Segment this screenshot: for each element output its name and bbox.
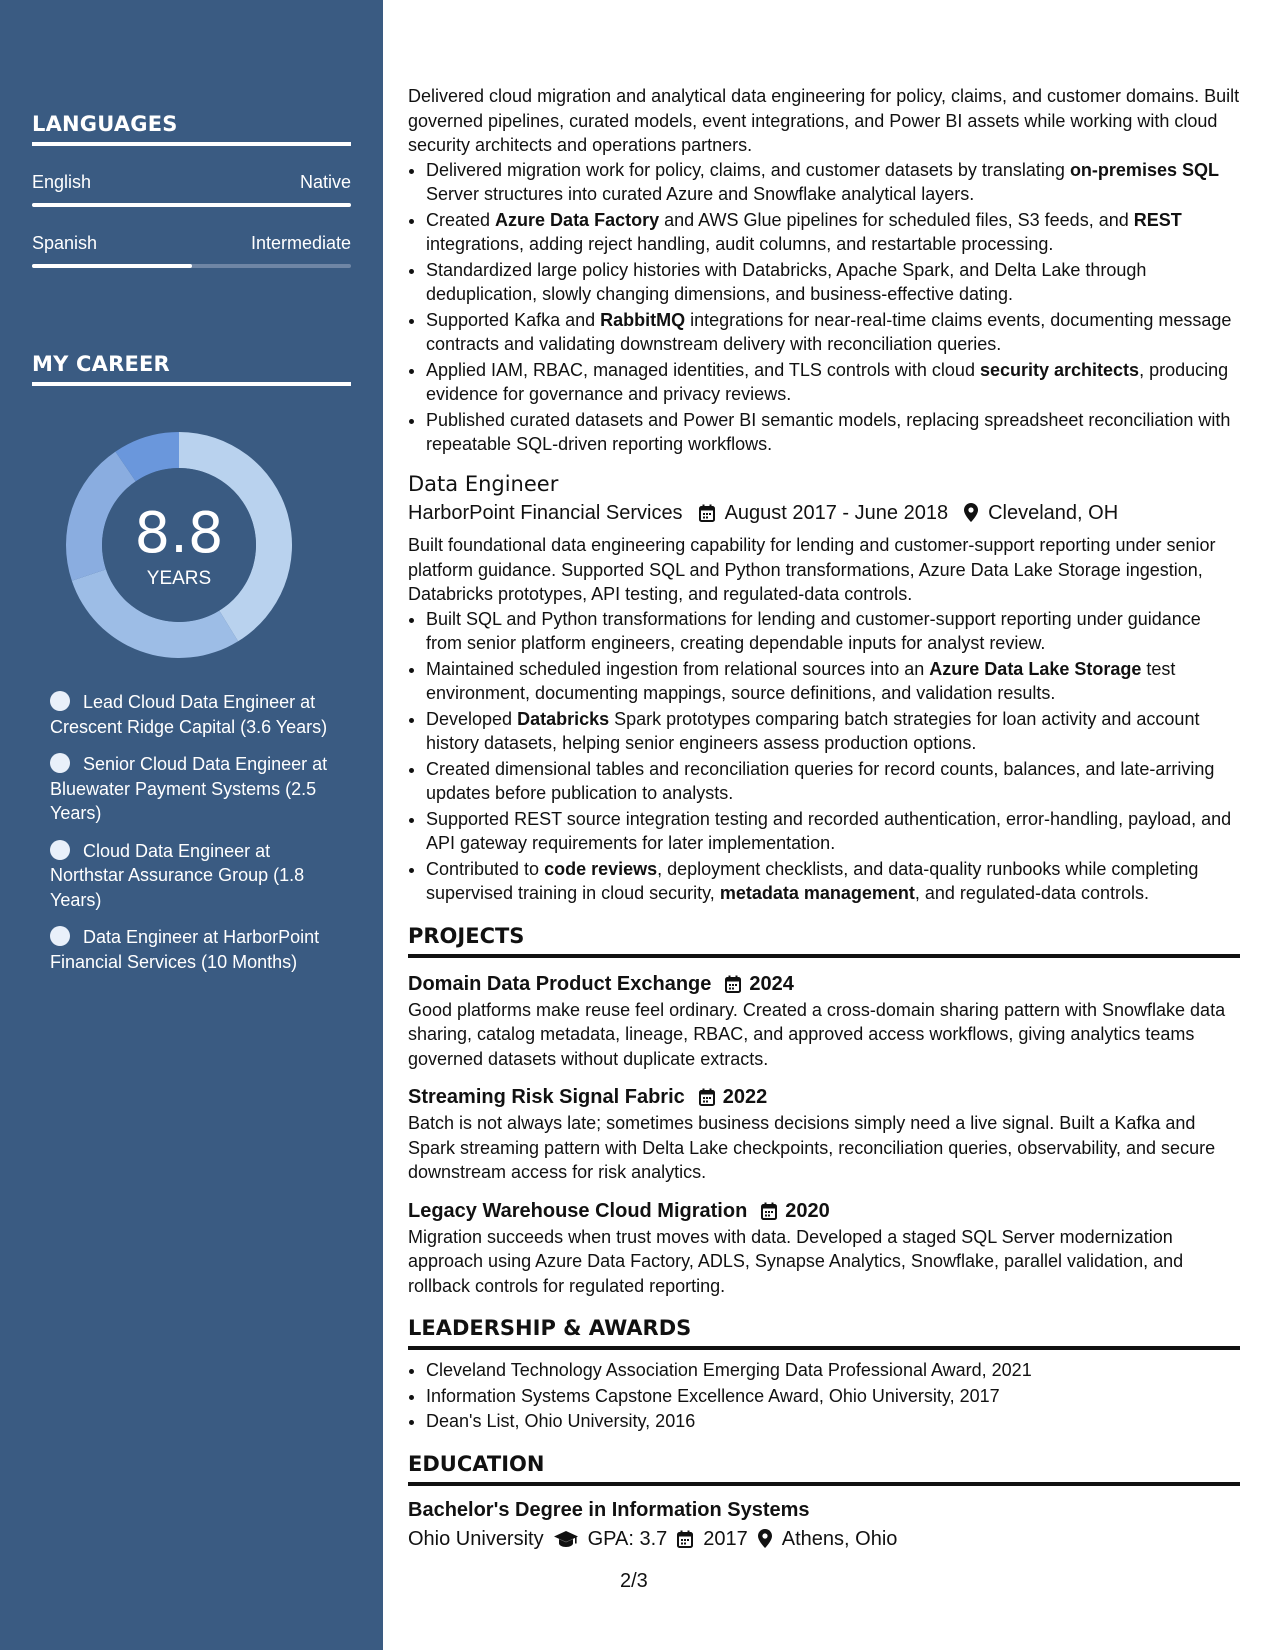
projects-list <box>408 970 1240 1299</box>
job-meta <box>408 501 1240 526</box>
career-section <box>32 352 351 386</box>
bullet-text: Server structures into curated Azure and Snowflake analytical layers. <box>426 184 975 204</box>
education-year: 2017 <box>703 1527 748 1550</box>
bullet-text: Standardized large policy histories with Databricks, Apache Spark, and Delta Lake through deduplication, slowly changing dimensions, and business-effective dating. <box>426 259 1147 304</box>
bullet-item <box>426 258 1240 307</box>
project-description: Batch is not always late; sometimes business decisions simply need a live signal. Built a Kafka and Spark streaming pattern with Delta Lake checkpoints, reconciliation queries, observability, and secure downstream access for risk analytics. <box>408 1113 1216 1182</box>
legend-dot-icon <box>50 753 70 773</box>
bullet-text: Created <box>426 209 496 230</box>
project-title: Streaming Risk Signal Fabric <box>408 1086 685 1108</box>
calendar-icon <box>761 1202 777 1220</box>
bullet-keyword: REST <box>1133 209 1182 230</box>
bullet-text: , producing evidence for governance and privacy reviews. <box>426 359 1229 404</box>
career-legend-label: Data Engineer at HarborPoint Financial Services (10 Months) <box>50 927 320 972</box>
bullet-keyword: Databricks <box>517 708 610 729</box>
language-proficiency-bar <box>32 203 351 207</box>
project-year: 2022 <box>722 1086 768 1108</box>
bullet-item <box>426 158 1240 207</box>
languages-section <box>32 112 351 268</box>
language-name: English <box>32 172 92 192</box>
bullet-text: , and regulated-data controls. <box>914 883 1150 903</box>
location-pin-icon <box>964 503 978 522</box>
bullet-item <box>426 408 1240 457</box>
bullet-text: and AWS Glue pipelines for scheduled files, S3 feeds, and <box>659 209 1134 230</box>
education-location: Athens, Ohio <box>781 1527 898 1550</box>
bullet-text: test environment, documenting mappings, source definitions, and validation results. <box>426 658 1176 703</box>
bullet-keyword: code reviews <box>544 858 658 879</box>
award-item: • Cleveland Technology Association Emerging Data Professional Award, 2021 <box>426 1358 1240 1383</box>
bullet-keyword: security architects <box>979 359 1140 380</box>
main-content <box>408 84 1240 1551</box>
bullet-item <box>426 308 1240 357</box>
career-legend-label: Lead Cloud Data Engineer at Crescent Ridge Capital (3.6 Years) <box>50 692 328 737</box>
bullet-text: Spark prototypes comparing batch strategies for loan activity and account history datasets, helping senior engineers assess production options. <box>426 708 1200 753</box>
career-legend-item <box>50 925 340 974</box>
bullet-text: Maintained scheduled ingestion from relational sources into an <box>426 658 930 679</box>
bullet-text: Developed <box>426 708 518 729</box>
language-row <box>32 172 351 193</box>
education-title: EDUCATION <box>408 1450 1240 1486</box>
legend-dot-icon <box>50 691 70 711</box>
career-legend <box>50 690 340 987</box>
bullet-text: Delivered migration work for policy, claims, and customer datasets by translating <box>426 159 1070 180</box>
languages-list <box>32 172 351 268</box>
bullet-item <box>426 657 1240 706</box>
bullet-item <box>426 208 1240 257</box>
job-dates: August 2017 - June 2018 <box>724 501 949 524</box>
calendar-icon <box>699 504 715 522</box>
language-level: Intermediate <box>250 233 351 253</box>
job-title: Data Engineer <box>408 471 559 496</box>
experience-intro: Delivered cloud migration and analytical data engineering for policy, claims, and customer domains. Built governed pipelines, curated models, event integrations, and Power BI assets while working with cloud security architects and operations partners. <box>408 86 1240 155</box>
project-heading <box>408 970 1240 998</box>
location-pin-icon <box>758 1529 772 1548</box>
bullet-keyword: on-premises SQL <box>1069 159 1219 180</box>
project-description: Migration succeeds when trust moves with data. Developed a staged SQL Server modernization approach using Azure Data Factory, ADLS, Synapse Analytics, Snowflake, parallel validation, and rollback controls for regulated reporting. <box>408 1226 1184 1296</box>
award-item: • Dean's List, Ohio University, 2016 <box>426 1409 1240 1434</box>
language-level: Native <box>299 172 351 192</box>
award-item: • Information Systems Capstone Excellence Award, Ohio University, 2017 <box>426 1384 1240 1409</box>
legend-dot-icon <box>50 840 70 860</box>
education-meta <box>408 1527 1240 1552</box>
bullet-item <box>426 807 1240 856</box>
language-proficiency-bar <box>32 264 351 268</box>
career-title: MY CAREER <box>32 352 351 386</box>
awards-list <box>408 1358 1240 1434</box>
page-number: 2/3 <box>620 1570 648 1592</box>
bullet-keyword: metadata management <box>719 883 915 903</box>
projects-title: PROJECTS <box>408 922 1240 958</box>
calendar-icon <box>725 975 741 993</box>
career-legend-item <box>50 690 340 739</box>
education-degree: Bachelor's Degree in Information Systems <box>408 1498 810 1521</box>
awards-title: LEADERSHIP & AWARDS <box>408 1314 1240 1350</box>
bullet-text: Published curated datasets and Power BI semantic models, replacing spreadsheet reconciliation with repeatable SQL-driven reporting workflows. <box>426 409 1231 454</box>
bullet-keyword: RabbitMQ <box>600 309 686 330</box>
education-school: Ohio University <box>408 1527 544 1550</box>
career-legend-label: Senior Cloud Data Engineer at Bluewater Payment Systems (2.5 Years) <box>50 754 328 823</box>
bullet-keyword: Azure Data Factory <box>495 209 660 230</box>
project-year: 2020 <box>785 1199 830 1222</box>
experience-intro-bullets <box>408 158 1240 457</box>
career-total-unit: YEARS <box>146 568 212 589</box>
project-heading <box>408 1083 1240 1111</box>
language-row <box>32 233 351 254</box>
bullet-item <box>426 857 1240 906</box>
job-summary: Built foundational data engineering capability for lending and customer-support reporting under senior platform guidance. Supported SQL and Python transformations, Azure Data Lake Storage ingestion, Databricks prototypes, API testing, and regulated-data controls. <box>408 535 1216 604</box>
language-proficiency-fill <box>32 264 192 268</box>
project-year: 2024 <box>749 972 794 995</box>
project-title: Legacy Warehouse Cloud Migration <box>408 1199 748 1222</box>
career-total-value: 8.8 <box>134 501 224 566</box>
bullet-text: Supported REST source integration testing and recorded authentication, error-handling, payload, and API gateway requirements for later implementation. <box>426 808 1232 853</box>
bullet-text: Built SQL and Python transformations for lending and customer-support reporting under guidance from senior platform engineers, creating dependable inputs for analyst review. <box>426 608 1201 653</box>
career-legend-label: Cloud Data Engineer at Northstar Assurance Group (1.8 Years) <box>50 840 305 910</box>
project-title: Domain Data Product Exchange <box>408 972 712 995</box>
language-name: Spanish <box>32 233 98 253</box>
legend-dot-icon <box>50 926 70 946</box>
calendar-icon <box>699 1088 715 1106</box>
job-bullets <box>408 607 1240 906</box>
job-company: HarborPoint Financial Services <box>408 501 683 524</box>
bullet-item <box>426 757 1240 806</box>
career-donut <box>66 432 292 658</box>
sidebar <box>0 0 383 1650</box>
bullet-text: Supported Kafka and <box>426 309 601 330</box>
bullet-text: Contributed to <box>426 858 545 879</box>
job-location: Cleveland, OH <box>988 501 1119 524</box>
bullet-text: Created dimensional tables and reconciliation queries for record counts, balances, and late-arriving updates before publication to analysts. <box>426 758 1215 803</box>
bullet-text: integrations, adding reject handling, audit columns, and restartable processing. <box>426 234 1054 254</box>
project-heading <box>408 1197 1240 1225</box>
bullet-keyword: Azure Data Lake Storage <box>929 658 1142 679</box>
career-legend-item <box>50 839 340 913</box>
languages-title: LANGUAGES <box>32 112 351 146</box>
bullet-text: , deployment checklists, and data-quality runbooks while completing supervised training in cloud security, <box>426 858 1199 903</box>
career-legend-item <box>50 752 340 826</box>
bullet-item <box>426 607 1240 656</box>
language-proficiency-fill <box>32 203 351 207</box>
education-gpa: GPA: 3.7 <box>587 1527 668 1550</box>
bullet-text: Applied IAM, RBAC, managed identities, and TLS controls with cloud <box>426 359 980 380</box>
bullet-item <box>426 358 1240 407</box>
project-description: Good platforms make reuse feel ordinary. Created a cross-domain sharing pattern with Snowflake data sharing, catalog metadata, lineage, RBAC, and approved access workflows, giving analytics teams governed datasets without duplicate extracts. <box>408 999 1226 1069</box>
bullet-item <box>426 707 1240 756</box>
bullet-text: integrations for near-real-time claims events, documenting message contracts and validating downstream delivery with reconciliation queries. <box>426 309 1232 354</box>
graduation-cap-icon <box>554 1530 578 1548</box>
calendar-icon <box>677 1530 693 1548</box>
